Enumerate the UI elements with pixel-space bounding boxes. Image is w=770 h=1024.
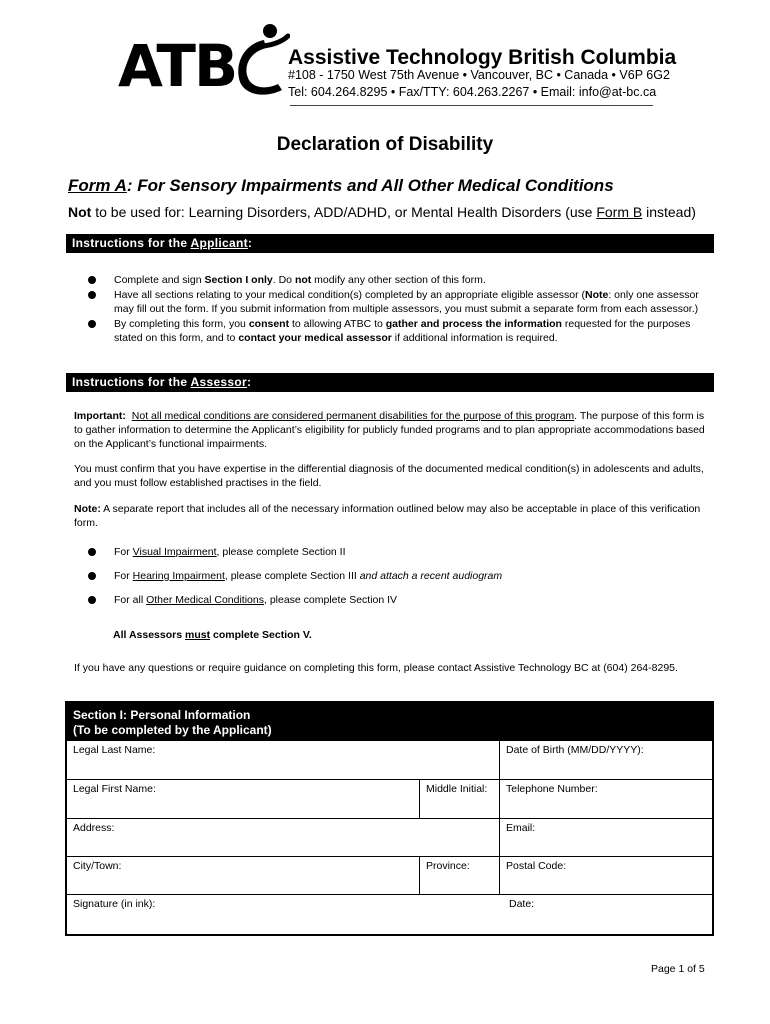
assessor-bullets [88, 545, 708, 617]
signature-field[interactable]: Signature (in ink): [73, 898, 156, 910]
form-heading-rest: : For Sensory Impairments and All Other Medical Conditions [126, 176, 614, 195]
usage-note-text: to be used for: Learning Disorders, ADD/ADHD, or Mental Health Disorders (use [91, 204, 597, 220]
expertise-paragraph: You must confirm that you have expertise in the differential diagnosis of the documented medical condition(s) in adolescents and adults, and you must follow established practises in the field. [74, 463, 704, 489]
usage-note [68, 204, 696, 220]
address-field[interactable]: Address: [73, 822, 115, 834]
province-field[interactable]: Province: [426, 860, 470, 872]
bar-word: Applicant [190, 236, 248, 250]
section-1-table [65, 701, 714, 936]
usage-note-end: instead) [642, 204, 696, 220]
form-heading [68, 176, 614, 196]
contact-paragraph: If you have any questions or require guidance on completing this form, please contact Assistive Technology BC at (604) 264-8295. [74, 662, 678, 674]
bar-prefix: Instructions for the [72, 375, 191, 389]
list-item: For all Other Medical Conditions, please complete Section IV [88, 593, 708, 607]
org-contact: Tel: 604.264.8295 • Fax/TTY: 604.263.2267 • Email: info@at-bc.ca [288, 85, 657, 99]
bullet-icon [88, 548, 96, 556]
telephone-field[interactable]: Telephone Number: [506, 783, 598, 795]
date-field[interactable]: Date: [509, 898, 535, 910]
list-item: Have all sections relating to your medical condition(s) completed by an appropriate eligible assessor (Note: only one assessor may fill out the form. If you submit information from multiple assessors, you must submit a separate form from each assessor.) [88, 288, 708, 316]
org-address: #108 - 1750 West 75th Avenue • Vancouver, BC • Canada • V6P 6G2 [288, 68, 670, 82]
form-b-link: Form B [596, 204, 643, 220]
row-divider [67, 818, 712, 819]
bullet-icon [88, 276, 96, 284]
page-title: Declaration of Disability [276, 134, 494, 155]
list-item: By completing this form, you consent to allowing ATBC to gather and process the information requested for the purposes stated on this form, and to contact your medical assessor if additional information is required. [88, 317, 708, 345]
all-assessors-note: All Assessors must complete Section V. [113, 629, 312, 641]
row-divider [67, 894, 712, 895]
applicant-bullets [88, 273, 708, 346]
section-1-title: Section I: Personal Information [73, 708, 251, 722]
applicant-instructions-bar [66, 234, 714, 253]
org-name: Assistive Technology British Columbia [288, 46, 677, 69]
bar-suffix: : [247, 236, 253, 250]
note-paragraph: Note: A separate report that includes all of the necessary information outlined below may also be acceptable in place of this verification form. [74, 503, 701, 529]
form-label: Form A [68, 176, 127, 195]
email-field[interactable]: Email: [506, 822, 536, 834]
not-word: Not [68, 204, 92, 220]
logo-text: ATB [118, 32, 237, 100]
bar-word: Assessor [190, 375, 247, 389]
section-1-subtitle: (To be completed by the Applicant) [73, 723, 272, 737]
city-field[interactable]: City/Town: [73, 860, 122, 872]
first-name-field[interactable]: Legal First Name: [73, 783, 156, 795]
list-item: For Visual Impairment, please complete Section II [88, 545, 708, 559]
bar-suffix: : [246, 375, 252, 389]
row-divider [67, 779, 712, 780]
bullet-icon [88, 291, 96, 299]
bar-prefix: Instructions for the [72, 236, 191, 250]
section-1-header [67, 703, 712, 741]
bullet-icon [88, 320, 96, 328]
page-number: Page 1 of 5 [651, 963, 705, 975]
header-divider [290, 105, 653, 106]
bullet-icon [88, 596, 96, 604]
last-name-field[interactable]: Legal Last Name: [73, 744, 156, 756]
assessor-instructions-bar [66, 373, 714, 392]
person-logo-icon [230, 22, 290, 98]
list-item: For Hearing Impairment, please complete Section III and attach a recent audiogram [88, 569, 708, 583]
list-item: Complete and sign Section I only. Do not modify any other section of this form. [88, 273, 708, 287]
letterhead [118, 22, 677, 100]
middle-initial-field[interactable]: Middle Initial: [426, 783, 488, 795]
row-divider [67, 856, 712, 857]
dob-field[interactable]: Date of Birth (MM/DD/YYYY): [506, 744, 644, 756]
postal-code-field[interactable]: Postal Code: [506, 860, 567, 872]
bullet-icon [88, 572, 96, 580]
important-paragraph: Important: Not all medical conditions are considered permanent disabilities for the purpose of this program. The purpose of this form is to gather information to determine the Applicant’s eligibility for publicly funded programs and to plan appropriate accommodations based on the Applicant’s functional impairments. [74, 410, 705, 450]
